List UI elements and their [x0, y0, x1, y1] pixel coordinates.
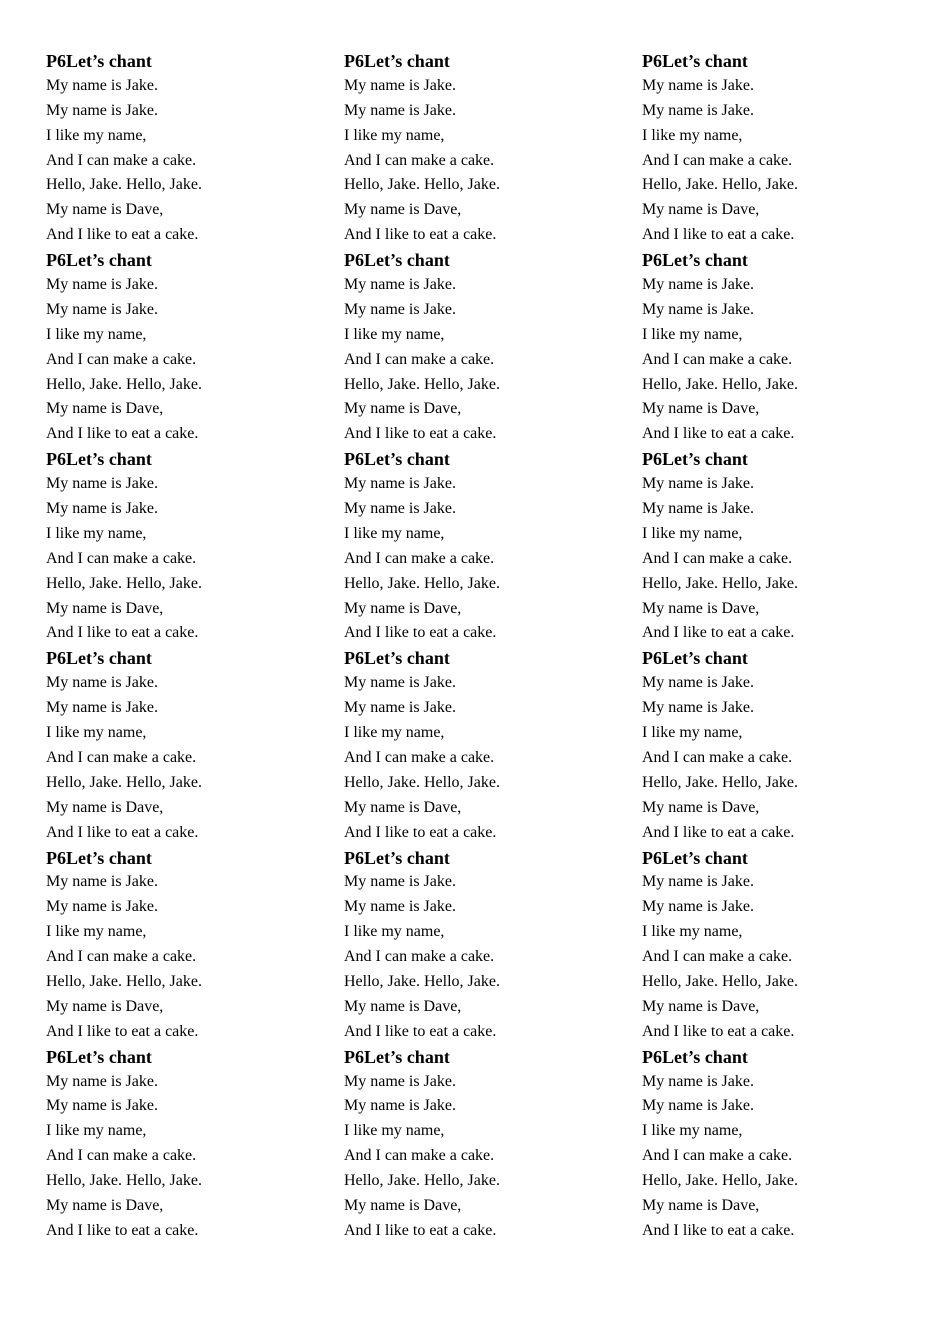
chant-line: I like my name,	[642, 1122, 743, 1140]
chant-line: And I like to eat a cake.	[344, 1221, 497, 1239]
chant-title: P6Let’s chant	[642, 847, 748, 868]
chant-line: Hello, Jake. Hello, Jake.	[46, 773, 202, 791]
chant-line: And I like to eat a cake.	[46, 1022, 199, 1040]
chant-block	[46, 1045, 326, 1244]
chant-line: My name is Jake.	[46, 500, 158, 518]
chant-line: My name is Jake.	[46, 898, 158, 916]
chant-line: My name is Jake.	[642, 873, 754, 891]
chant-line: My name is Dave,	[642, 798, 760, 816]
chant-line: And I like to eat a cake.	[344, 425, 497, 443]
chant-block	[642, 447, 922, 646]
chant-line: Hello, Jake. Hello, Jake.	[642, 972, 798, 990]
chant-line: My name is Jake.	[344, 300, 456, 318]
chant-line: And I like to eat a cake.	[344, 624, 497, 642]
chant-block	[46, 447, 326, 646]
chant-title: P6Let’s chant	[642, 51, 748, 71]
chant-line: My name is Jake.	[642, 300, 754, 318]
chant-line: And I like to eat a cake.	[642, 823, 795, 841]
chant-line: And I like to eat a cake.	[642, 624, 795, 642]
chant-line: And I like to eat a cake.	[642, 1022, 795, 1040]
chant-block	[46, 248, 326, 447]
chant-block	[344, 248, 624, 447]
chant-line: My name is Jake.	[642, 674, 754, 692]
chant-line: I like my name,	[642, 724, 743, 742]
chant-line: My name is Dave,	[642, 599, 760, 617]
chant-block	[642, 846, 922, 1045]
chant-line: I like my name,	[642, 325, 743, 343]
chant-line: My name is Dave,	[642, 1196, 760, 1214]
chant-line: My name is Jake.	[344, 500, 456, 518]
chant-title: P6Let’s chant	[344, 1046, 450, 1067]
chant-line: And I can make a cake.	[642, 350, 793, 368]
chant-line: I like my name,	[642, 126, 743, 144]
chant-line: My name is Jake.	[46, 101, 158, 119]
chant-line: Hello, Jake. Hello, Jake.	[46, 176, 202, 194]
chant-line: My name is Dave,	[642, 400, 760, 418]
chant-line: And I can make a cake.	[642, 549, 793, 567]
chant-line: Hello, Jake. Hello, Jake.	[344, 375, 500, 393]
chant-line: Hello, Jake. Hello, Jake.	[46, 972, 202, 990]
chant-line: My name is Dave,	[344, 201, 462, 219]
chant-block	[344, 447, 624, 646]
chant-line: I like my name,	[344, 923, 445, 941]
chant-title: P6Let’s chant	[46, 847, 152, 868]
chant-line: Hello, Jake. Hello, Jake.	[46, 1172, 202, 1190]
chant-line: My name is Jake.	[344, 101, 456, 119]
chant-block	[642, 646, 922, 845]
chant-line: And I like to eat a cake.	[344, 226, 497, 244]
chant-line: Hello, Jake. Hello, Jake.	[642, 1172, 798, 1190]
column-1	[46, 49, 326, 1244]
chant-line: Hello, Jake. Hello, Jake.	[46, 375, 202, 393]
chant-line: My name is Jake.	[344, 1097, 456, 1115]
chant-line: My name is Jake.	[46, 300, 158, 318]
chant-line: And I like to eat a cake.	[46, 823, 199, 841]
chant-line: My name is Jake.	[46, 1097, 158, 1115]
chant-line: And I like to eat a cake.	[642, 425, 795, 443]
chant-block	[344, 1045, 624, 1244]
chant-block	[46, 49, 326, 248]
chant-line: My name is Jake.	[344, 76, 456, 94]
chant-title: P6Let’s chant	[46, 250, 152, 271]
chant-line: My name is Jake.	[642, 76, 754, 94]
chant-line: My name is Jake.	[46, 873, 158, 891]
chant-title: P6Let’s chant	[344, 250, 450, 271]
chant-line: I like my name,	[46, 1122, 147, 1140]
chant-line: My name is Jake.	[46, 699, 158, 717]
chant-title: P6Let’s chant	[46, 1046, 152, 1067]
chant-line: And I can make a cake.	[344, 549, 495, 567]
chant-block	[46, 846, 326, 1045]
chant-line: My name is Dave,	[46, 798, 164, 816]
chant-line: Hello, Jake. Hello, Jake.	[642, 375, 798, 393]
chant-line: My name is Dave,	[642, 201, 760, 219]
chant-line: My name is Dave,	[46, 599, 164, 617]
chant-line: And I can make a cake.	[642, 151, 793, 169]
chant-line: My name is Jake.	[46, 475, 158, 493]
chant-line: My name is Dave,	[344, 1196, 462, 1214]
chant-line: And I can make a cake.	[344, 1147, 495, 1165]
chant-line: My name is Jake.	[344, 1072, 456, 1090]
chant-block	[642, 49, 922, 248]
chant-line: And I can make a cake.	[46, 1147, 197, 1165]
chant-title: P6Let’s chant	[642, 250, 748, 271]
chant-line: I like my name,	[344, 1122, 445, 1140]
chant-title: P6Let’s chant	[642, 1046, 748, 1067]
chant-line: And I can make a cake.	[642, 1147, 793, 1165]
column-2	[344, 49, 624, 1244]
chant-title: P6Let’s chant	[642, 449, 748, 470]
chant-line: My name is Dave,	[642, 997, 760, 1015]
chant-line: My name is Dave,	[344, 599, 462, 617]
chant-line: My name is Dave,	[344, 997, 462, 1015]
chant-line: My name is Jake.	[46, 1072, 158, 1090]
chant-line: My name is Dave,	[46, 201, 164, 219]
chant-block	[344, 646, 624, 845]
chant-block	[642, 248, 922, 447]
chant-line: My name is Jake.	[344, 475, 456, 493]
chant-line: And I can make a cake.	[344, 151, 495, 169]
chant-line: My name is Jake.	[642, 475, 754, 493]
chant-block	[642, 1045, 922, 1244]
chant-line: Hello, Jake. Hello, Jake.	[642, 773, 798, 791]
chant-line: I like my name,	[344, 126, 445, 144]
chant-line: And I can make a cake.	[344, 350, 495, 368]
chant-line: And I can make a cake.	[46, 151, 197, 169]
chant-line: I like my name,	[642, 524, 743, 542]
chant-title: P6Let’s chant	[344, 648, 450, 669]
chant-line: Hello, Jake. Hello, Jake.	[344, 176, 500, 194]
chant-line: I like my name,	[46, 524, 147, 542]
chant-line: I like my name,	[46, 724, 147, 742]
chant-line: My name is Jake.	[344, 674, 456, 692]
chant-line: My name is Jake.	[642, 101, 754, 119]
chant-line: And I like to eat a cake.	[46, 1221, 199, 1239]
chant-line: And I can make a cake.	[344, 948, 495, 966]
chant-block	[46, 646, 326, 845]
chant-line: My name is Dave,	[46, 1196, 164, 1214]
chant-line: My name is Jake.	[46, 76, 158, 94]
chant-line: My name is Jake.	[642, 898, 754, 916]
chant-title: P6Let’s chant	[344, 51, 450, 71]
chant-line: My name is Dave,	[344, 400, 462, 418]
chant-line: Hello, Jake. Hello, Jake.	[344, 773, 500, 791]
chant-title: P6Let’s chant	[46, 449, 152, 470]
chant-line: And I can make a cake.	[46, 350, 197, 368]
chant-line: My name is Jake.	[642, 699, 754, 717]
chant-line: My name is Jake.	[642, 500, 754, 518]
chant-line: My name is Jake.	[46, 674, 158, 692]
chant-line: My name is Jake.	[642, 1097, 754, 1115]
chant-line: My name is Jake.	[344, 898, 456, 916]
chant-title: P6Let’s chant	[46, 648, 152, 669]
chant-line: I like my name,	[46, 325, 147, 343]
chant-line: And I like to eat a cake.	[642, 1221, 795, 1239]
chant-title: P6Let’s chant	[642, 648, 748, 669]
chant-block	[344, 846, 624, 1045]
chant-line: Hello, Jake. Hello, Jake.	[642, 574, 798, 592]
chant-line: Hello, Jake. Hello, Jake.	[344, 574, 500, 592]
chant-title: P6Let’s chant	[344, 847, 450, 868]
chant-line: My name is Jake.	[642, 276, 754, 294]
chant-line: My name is Jake.	[46, 276, 158, 294]
chant-line: My name is Jake.	[642, 1072, 754, 1090]
chant-line: And I can make a cake.	[642, 748, 793, 766]
chant-line: And I like to eat a cake.	[46, 425, 199, 443]
chant-line: And I can make a cake.	[46, 549, 197, 567]
chant-line: And I like to eat a cake.	[344, 1022, 497, 1040]
chant-line: And I can make a cake.	[642, 948, 793, 966]
chant-line: And I like to eat a cake.	[344, 823, 497, 841]
chant-line: And I like to eat a cake.	[46, 624, 199, 642]
chant-line: And I can make a cake.	[344, 748, 495, 766]
chant-title: P6Let’s chant	[46, 51, 152, 71]
chant-line: My name is Dave,	[46, 400, 164, 418]
chant-line: I like my name,	[642, 923, 743, 941]
chant-line: Hello, Jake. Hello, Jake.	[344, 1172, 500, 1190]
chant-line: And I like to eat a cake.	[642, 226, 795, 244]
chant-line: And I can make a cake.	[46, 948, 197, 966]
chant-line: My name is Jake.	[344, 699, 456, 717]
chant-block	[344, 49, 624, 248]
chant-line: My name is Dave,	[344, 798, 462, 816]
chant-line: Hello, Jake. Hello, Jake.	[344, 972, 500, 990]
chant-line: I like my name,	[46, 126, 147, 144]
chant-line: My name is Dave,	[46, 997, 164, 1015]
chant-line: My name is Jake.	[344, 276, 456, 294]
chant-line: My name is Jake.	[344, 873, 456, 891]
chant-line: I like my name,	[344, 524, 445, 542]
chant-line: Hello, Jake. Hello, Jake.	[642, 176, 798, 194]
chant-line: I like my name,	[344, 724, 445, 742]
chant-line: I like my name,	[46, 923, 147, 941]
chant-line: And I can make a cake.	[46, 748, 197, 766]
chant-line: And I like to eat a cake.	[46, 226, 199, 244]
chant-line: I like my name,	[344, 325, 445, 343]
column-3	[642, 49, 922, 1244]
chant-line: Hello, Jake. Hello, Jake.	[46, 574, 202, 592]
chant-title: P6Let’s chant	[344, 449, 450, 470]
